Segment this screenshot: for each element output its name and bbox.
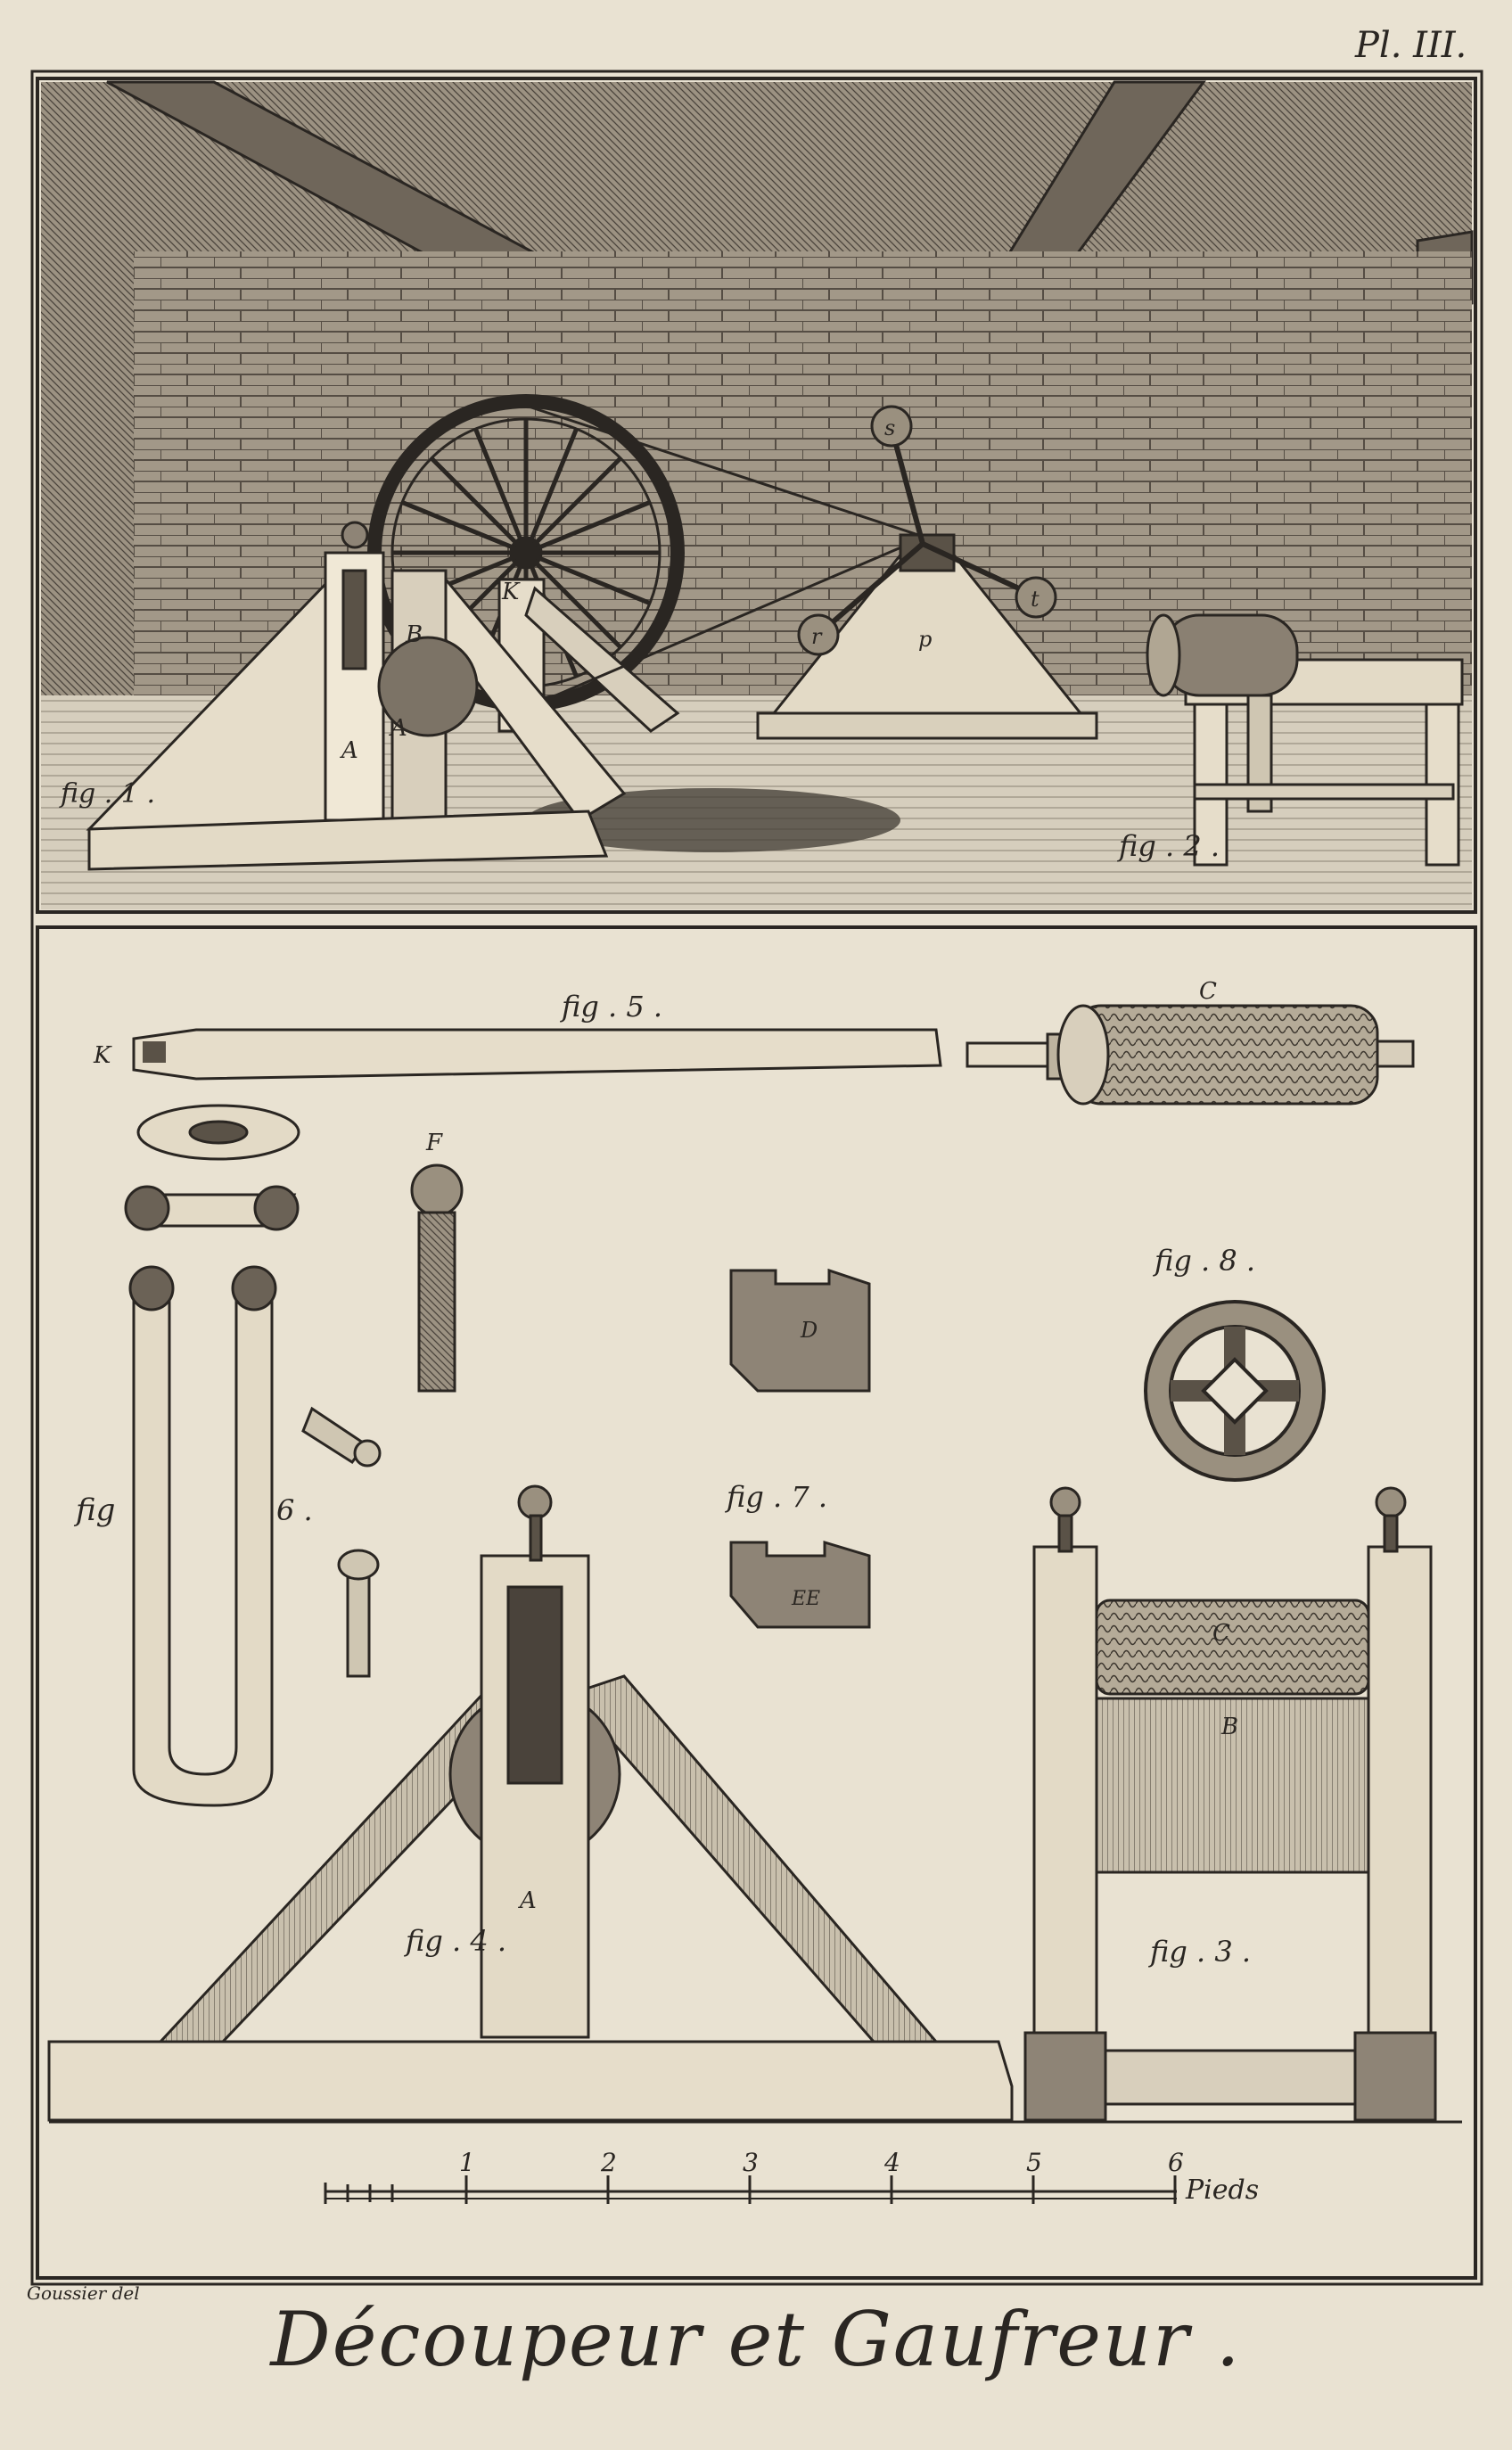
letter-B: B (406, 621, 423, 648)
label-fig5: fig . 5 . (562, 990, 663, 1024)
bar-fig5 (134, 1030, 941, 1079)
label-fig8: fig . 8 . (1155, 1244, 1256, 1278)
artist-credit: Goussier del (27, 2282, 140, 2304)
label-fig7: fig . 7 . (727, 1480, 828, 1514)
scale-bar (325, 2175, 1177, 2204)
letter-p: p (918, 627, 933, 652)
scale-tick-3: 3 (743, 2148, 759, 2177)
letter-r: r (811, 624, 822, 649)
scale-tick-1: 1 (459, 2148, 475, 2177)
letter-K-fig5: K (94, 1042, 111, 1069)
label-fig2: fig . 2 . (1119, 829, 1220, 863)
letter-s: s (884, 415, 896, 440)
letter-A2: A (390, 715, 407, 742)
pins (303, 1409, 380, 1676)
calender-fig3 (1025, 1488, 1435, 2120)
engraved-roller (967, 1006, 1413, 1104)
scale-tick-5: 5 (1026, 2148, 1042, 2177)
letter-K-top: K (502, 579, 520, 605)
label-fig6a: fig (76, 1492, 116, 1528)
scale-tick-6: 6 (1168, 2148, 1184, 2177)
side-wall (41, 241, 134, 740)
scale-tick-4: 4 (884, 2148, 900, 2177)
letter-C-roller: C (1199, 978, 1217, 1005)
label-fig4: fig . 4 . (406, 1924, 507, 1958)
label-fig3: fig . 3 . (1150, 1935, 1252, 1969)
u-shackle-fig6 (126, 1106, 299, 1805)
label-fig1: fig . 1 . (61, 778, 155, 810)
plate-title: Découpeur et Gaufreur . (270, 2296, 1242, 2383)
scale-unit: Pieds (1186, 2175, 1260, 2206)
bottom-panel (37, 927, 1475, 2278)
handwheel-fig8 (1146, 1302, 1324, 1480)
letter-B-fig3: B (1221, 1714, 1239, 1740)
scale-tick-2: 2 (601, 2148, 617, 2177)
letter-F: F (426, 1130, 443, 1156)
top-panel (37, 78, 1475, 912)
letter-A1: A (341, 737, 358, 764)
plate-number: Pl. III. (1355, 25, 1467, 66)
label-fig6b: 6 . (276, 1493, 313, 1527)
letter-C-fig3: C (1212, 1620, 1230, 1647)
screw-F (412, 1165, 462, 1391)
letter-t: t (1031, 587, 1040, 612)
letter-D: D (801, 1318, 818, 1343)
letter-A-fig4: A (520, 1887, 537, 1914)
letter-EE: EE (792, 1588, 821, 1610)
